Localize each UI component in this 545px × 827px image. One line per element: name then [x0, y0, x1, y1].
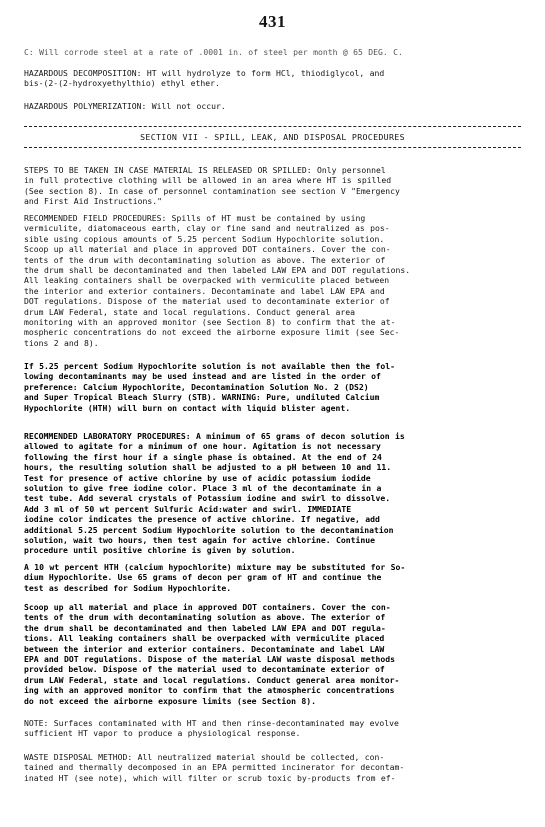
- section-divider-bottom: [24, 147, 521, 148]
- section-heading: SECTION VII - SPILL, LEAK, AND DISPOSAL PROCEDURES: [140, 132, 405, 142]
- laboratory-procedures-paragraph: RECOMMENDED LABORATORY PROCEDURES: A minimum of 65 grams of decon solution is allowed to agitate for a minimum of one hour. Agitation is not necessary following the first hour if a single phase is obtained. At the end of 24 hours, the resulting solution shall be adjusted to a pH between 10 and 11. Test for presence of active chlorine by use of acidic potassium iodide solution to give free iodine color. Place 3 ml of the decontaminate in a test tube. Add several crystals of Potassium iodine and swirl to dissolve. Add 3 ml of 50 wt percent Sulfuric Acid:water and swirl. IMMEDIATE iodine color indicates the presence of active chlorine. If negative, add additional 5.25 percent Sodium Hypochlorite solution to the decontamination solution, wait two hours, then test again for active chlorine. Continue procedure until positive chlorine is given by solution.: [24, 431, 405, 556]
- scoop-up-paragraph: Scoop up all material and place in approved DOT containers. Cover the con- tents of the drum with decontaminating solution as above. The exterior of the drum shall be decontaminated and then labeled LAW EPA and DOT regula- tions. All leaking containers shall be overpacked with vermiculite placed between the interior and exterior containers. Decontaminate and label LAW EPA and DOT regulations. Dispose of the material LAW waste disposal methods provided below. Dispose of the material used to decontaminate exterior of drum LAW Federal, state and local regulations. Conduct general area monitor- ing with an approved monitor to confirm that the atmospheric concentrations do not exceed the airborne exposure limits (see Section 8).: [24, 602, 400, 706]
- steps-release-paragraph: STEPS TO BE TAKEN IN CASE MATERIAL IS RELEASED OR SPILLED: Only personnel in full protective clothing will be allowed in an area where HT is spilled (See section 8). In case of personnel contamination see section V "Emergency and First Aid Instructions.": [24, 165, 400, 207]
- corrosion-line: C: Will corrode steel at a rate of .0001 in. of steel per month @ 65 DEG. C.: [24, 47, 403, 57]
- hazardous-decomposition: HAZARDOUS DECOMPOSITION: HT will hydrolyze to form HCl, thiodiglycol, and bis-(2-(2-hydroxyethylthio) ethyl ether.: [24, 68, 385, 89]
- alternative-decontaminants-paragraph: If 5.25 percent Sodium Hypochlorite solution is not available then the fol- lowing decontaminants may be used instead and are listed in the order of preference: Calcium Hypochlorite, Decontamination Solution No. 2 (DS2) and Super Tropical Bleach Slurry (STB). WARNING: Pure, undiluted Calcium Hypochlorite (HTH) will burn on contact with liquid blister agent.: [24, 361, 395, 413]
- page-number: 431: [259, 12, 286, 31]
- hth-substitute-paragraph: A 10 wt percent HTH (calcium hypochlorite) mixture may be substituted for So- dium Hypochlorite. Use 65 grams of decon per gram of HT and continue the test as described for Sodium Hypochlorite.: [24, 562, 406, 593]
- section-divider-top: [24, 126, 521, 127]
- waste-disposal-paragraph: WASTE DISPOSAL METHOD: All neutralized material should be collected, con- tained and thermally decomposed in an EPA permitted incinerator for decontam- inated HT (see note), which will filter or scrub toxic by-products from ef-: [24, 752, 405, 783]
- hazardous-polymerization: HAZARDOUS POLYMERIZATION: Will not occur.: [24, 101, 226, 111]
- field-procedures-paragraph: RECOMMENDED FIELD PROCEDURES: Spills of HT must be contained by using vermiculite, diatomaceous earth, clay or fine sand and neutralized as pos- sible using copious amounts of 5.25 percent Sodium Hypochlorite solution. Scoop up all material and place in approved DOT containers. Cover the con- tents of the drum with decontaminating solution as above. The exterior of the drum shall be decontaminated and then labeled LAW EPA and DOT regulations. All leaking containers shall be overpacked with vermiculite placed between the interior and exterior containers. Decontaminate and label LAW EPA and DOT regulations. Dispose of the material used to decontaminate exterior of drum LAW Federal, state and local regulations. Conduct general area monitoring with an approved monitor (see Section 8) to confirm that the at- mospheric concentrations do not exceed the airborne exposure limit (see Sec- tions 2 and 8).: [24, 213, 411, 348]
- note-paragraph: NOTE: Surfaces contaminated with HT and then rinse-decontaminated may evolve sufficient HT vapor to produce a physiological response.: [24, 718, 399, 739]
